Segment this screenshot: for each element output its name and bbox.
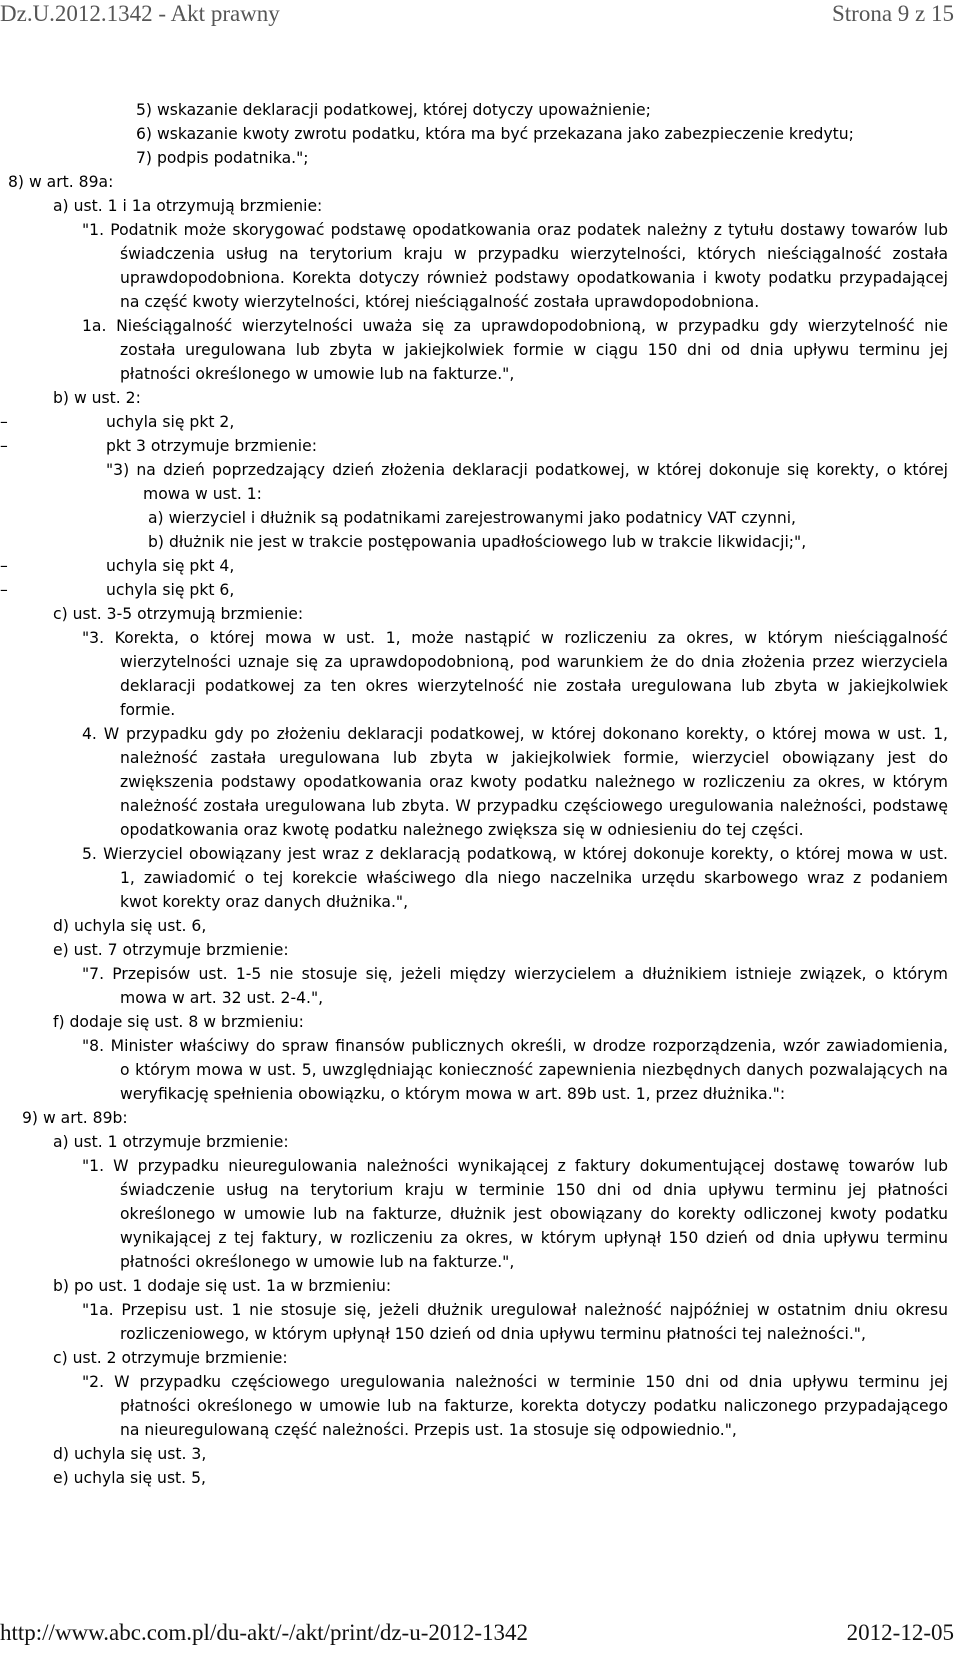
text-line: zwiększenia podstawy opodatkowania oraz kwoty podatku należnego w rozliczeniu za okres, w którym [120, 773, 948, 791]
text-line: "1. W przypadku nieuregulowania należności wynikającej z faktury dokumentującej dostawę towarów lub [82, 1157, 948, 1175]
text-line: została uregulowana lub zbyta w jakiejkolwiek formie w ciągu 150 dni od dnia upływu terminu jej [120, 341, 948, 359]
text-line: weryfikację spełnienia obowiązku, o którym mowa w art. 89b ust. 1, przez dłużnika.": [120, 1085, 786, 1103]
text-line: określonego w umowie lub na fakturze, dłużnik jest obowiązany do korekty odliczonej kwoty podatku [120, 1205, 948, 1223]
text-line: b) w ust. 2: [53, 389, 141, 407]
text-line: 5) wskazanie deklaracji podatkowej, której dotyczy upoważnienie; [136, 101, 651, 119]
text-line: formie. [120, 701, 176, 719]
text-line: 1a. Nieściągalność wierzytelności uważa się za uprawdopodobnioną, w przypadku gdy wierzytelność nie [82, 317, 948, 335]
text-line: wynikającej z tej faktury, w rozliczeniu za okres, w którym upłynął 150 dzień od dnia upływu terminu [120, 1229, 948, 1247]
text-line: "7. Przepisów ust. 1-5 nie stosuje się, jeżeli między wierzycielem a dłużnikiem istnieje związek, o którym [82, 965, 948, 983]
text-line: 4. W przypadku gdy po złożeniu deklaracji podatkowej, w której dokonano korekty, o której mowa w ust. 1, [82, 725, 948, 743]
text-line: wierzytelności uznaje się za uprawdopodobnioną, pod warunkiem że do dnia złożenia przez wierzyciela [120, 653, 948, 671]
text-line: deklaracji podatkowej za ten okres wierzytelność nie została uregulowana lub zbyta w jakiejkolwiek [120, 677, 948, 695]
text-line: b) dłużnik nie jest w trakcie postępowania upadłościowego lub w trakcie likwidacji;", [148, 533, 807, 551]
text-line: a) wierzyciel i dłużnik są podatnikami zarejestrowanymi jako podatnicy VAT czynni, [148, 509, 796, 527]
dash-bullet: – [0, 557, 8, 575]
text-line: d) uchyla się ust. 3, [53, 1445, 207, 1463]
text-line: należność zastała uregulowana lub zbyta w jakiejkolwiek formie, wierzyciel obowiązany jest do [120, 749, 948, 767]
dash-bullet: – [0, 413, 8, 431]
text-line: 9) w art. 89b: [22, 1109, 128, 1127]
text-line: "1a. Przepisu ust. 1 nie stosuje się, jeżeli dłużnik uregulował należność najpóźniej w ostatnim dniu okresu [82, 1301, 948, 1319]
dash-bullet: – [0, 581, 8, 599]
text-line: c) ust. 2 otrzymuje brzmienie: [53, 1349, 288, 1367]
text-line: świadczenie usług na terytorium kraju w terminie 150 dni od dnia upływu terminu jej płatności [120, 1181, 948, 1199]
text-line: e) uchyla się ust. 5, [53, 1469, 206, 1487]
text-line: "2. W przypadku częściowego uregulowania należności w terminie 150 dni od dnia upływu terminu jej [82, 1373, 948, 1391]
header-title: Dz.U.2012.1342 - Akt prawny [0, 1, 280, 26]
text-line: 5. Wierzyciel obowiązany jest wraz z deklaracją podatkową, w której dokonuje korekty, o której mowa w ust. [82, 845, 948, 863]
text-line: "3) na dzień poprzedzający dzień złożenia deklaracji podatkowej, w której dokonuje się korekty, o której [106, 461, 948, 479]
text-line: mowa w ust. 1: [143, 485, 262, 503]
text-line: kwot korekty oraz danych dłużnika.", [120, 893, 409, 911]
text-line: b) po ust. 1 dodaje się ust. 1a w brzmieniu: [53, 1277, 392, 1295]
text-line: "1. Podatnik może skorygować podstawę opodatkowania oraz podatek należny z tytułu dostawy towarów lub [82, 221, 948, 239]
text-line: uprawdopodobniona. Korekta dotyczy również podstawy opodatkowania i kwoty podatku przypadającej [120, 269, 948, 287]
text-line: f) dodaje się ust. 8 w brzmieniu: [53, 1013, 304, 1031]
text-line: na nieuregulowaną część należności. Przepis ust. 1a stosuje się odpowiednio.", [120, 1421, 737, 1439]
footer-date: 2012-12-05 [846, 1620, 954, 1645]
text-line: 6) wskazanie kwoty zwrotu podatku, która ma być przekazana jako zabezpieczenie kredytu; [136, 125, 854, 143]
text-line: a) ust. 1 i 1a otrzymują brzmienie: [53, 197, 323, 215]
text-line: rozliczeniowego, w którym upłynął 150 dzień od dnia upływu terminu płatności tej należności.", [120, 1325, 866, 1343]
text-line: opodatkowania oraz kwotę podatku należnego zwiększa się w odniesieniu do tej części. [120, 821, 804, 839]
text-line: 8) w art. 89a: [8, 173, 114, 191]
text-line: uchyla się pkt 4, [106, 557, 235, 575]
text-line: 7) podpis podatnika."; [136, 149, 309, 167]
header-page-number: Strona 9 z 15 [831, 1, 954, 26]
text-line: należność została uregulowana lub zbyta. W przypadku częściowego uregulowania należności, podstawę [120, 797, 948, 815]
text-line: pkt 3 otrzymuje brzmienie: [106, 437, 317, 455]
text-line: c) ust. 3-5 otrzymują brzmienie: [53, 605, 304, 623]
text-line: d) uchyla się ust. 6, [53, 917, 207, 935]
text-line: 1, zawiadomić o tej korekcie właściwego dla niego naczelnika urzędu skarbowego wraz z podaniem [120, 869, 948, 887]
text-line: mowa w art. 32 ust. 2-4.", [120, 989, 324, 1007]
text-line: świadczenia usług na terytorium kraju w przypadku wierzytelności, których nieściągalność została [120, 245, 948, 263]
text-line: płatności określonego w umowie lub na fakturze.", [120, 1253, 515, 1271]
text-line: "3. Korekta, o której mowa w ust. 1, może nastąpić w rozliczeniu za okres, w którym nieściągalność [82, 629, 948, 647]
text-line: uchyla się pkt 6, [106, 581, 235, 599]
text-line: uchyla się pkt 2, [106, 413, 235, 431]
text-line: a) ust. 1 otrzymuje brzmienie: [53, 1133, 289, 1151]
text-line: na część kwoty wierzytelności, której nieściągalność została uprawdopodobniona. [120, 293, 760, 311]
text-line: "8. Minister właściwy do spraw finansów publicznych określi, w drodze rozporządzenia, wzór zawiadomienia, [82, 1037, 948, 1055]
text-line: o którym mowa w ust. 5, uwzględniając konieczność zapewnienia niezbędnych danych pozwalających na [120, 1061, 948, 1079]
dash-bullet: – [0, 437, 8, 455]
text-line: e) ust. 7 otrzymuje brzmienie: [53, 941, 289, 959]
text-line: płatności określonego w umowie lub na fakturze.", [120, 365, 515, 383]
text-line: płatności określonego w umowie lub na fakturze, korekta dotyczy podatku naliczonego przypadającego [120, 1397, 948, 1415]
footer-url: http://www.abc.com.pl/du-akt/-/akt/print/dz-u-2012-1342 [0, 1620, 529, 1645]
